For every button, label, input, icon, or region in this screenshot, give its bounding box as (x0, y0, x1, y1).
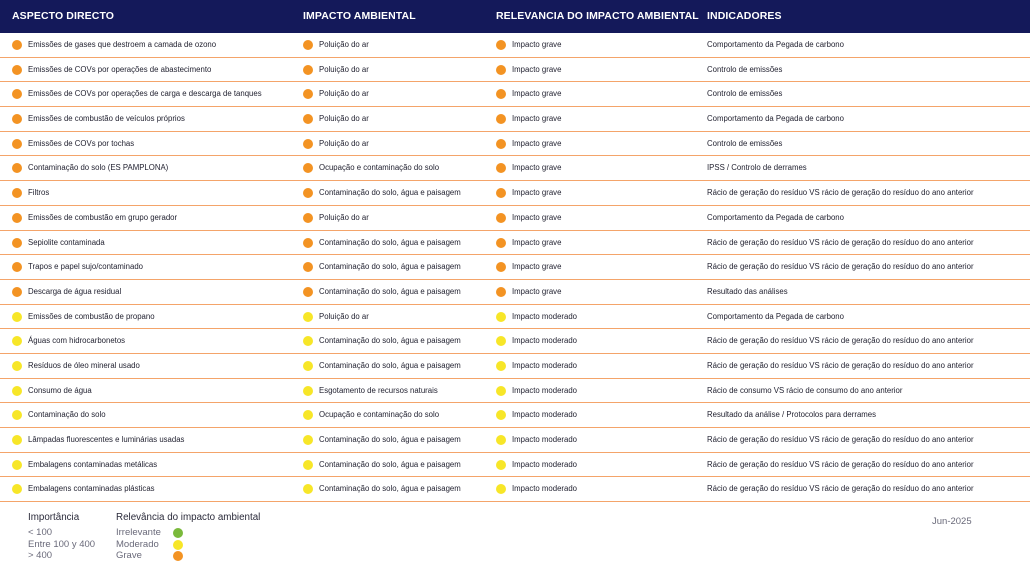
aspect-cell-text: Sepiolite contaminada (28, 237, 105, 247)
relevance-cell-text: Impacto grave (512, 262, 562, 272)
aspect-cell-text: Contaminação do solo (28, 410, 106, 420)
header-impacto-ambiental: IMPACTO AMBIENTAL (303, 10, 416, 22)
aspect-cell-text: Lâmpadas fluorescentes e luminárias usadas (28, 435, 185, 444)
aspect-cell-text: Resíduos de óleo mineral usado (28, 360, 140, 370)
indicator-cell-text: Resultado da análise / Protocolos para derrames (707, 410, 877, 420)
table-row (0, 132, 1030, 157)
grave-dot-icon (303, 139, 313, 149)
grave-dot-icon (12, 262, 22, 272)
table-row (0, 305, 1030, 330)
impact-cell-text: Contaminação do solo, água e paisagem (319, 484, 461, 494)
impact-cell-text: Contaminação do solo, água e paisagem (319, 336, 461, 346)
report-date: Jun-2025 (932, 516, 972, 527)
moderado-dot-icon (12, 312, 22, 322)
importance-item: < 100 (28, 527, 53, 538)
grave-dot-icon (303, 287, 313, 297)
importance-legend (28, 512, 95, 562)
moderado-dot-icon (496, 336, 506, 346)
grave-dot-icon (303, 213, 313, 223)
grave-dot-icon (496, 213, 506, 223)
grave-dot-icon (12, 163, 22, 173)
relevance-cell-text: Impacto grave (512, 212, 562, 222)
grave-dot-icon (496, 89, 506, 99)
moderado-dot-icon (496, 386, 506, 396)
indicator-cell-text: Comportamento da Pegada de carbono (707, 212, 844, 222)
table-row (0, 206, 1030, 231)
table-row (0, 156, 1030, 181)
indicator-cell-text: Resultado das análises (707, 286, 788, 296)
grave-dot-icon (303, 188, 313, 198)
grave-dot-icon (496, 188, 506, 198)
indicator-cell-text: Comportamento da Pegada de carbono (707, 40, 844, 49)
indicator-cell-text: Controlo de emissões (707, 138, 783, 148)
grave-dot-icon (496, 139, 506, 149)
relevance-legend (116, 512, 260, 562)
table-header (0, 0, 1030, 33)
aspect-cell-text: Emissões de combustão em grupo gerador (28, 212, 178, 222)
impact-cell-text: Ocupação e contaminação do solo (319, 410, 440, 420)
aspect-cell-text: Descarga de água residual (28, 286, 122, 296)
grave-dot-icon (12, 139, 22, 149)
moderado-dot-icon (303, 410, 313, 420)
grave-dot-icon (303, 114, 313, 124)
indicator-cell-text: Rácio de geração do resíduo VS rácio de geração do resíduo do ano anterior (707, 188, 974, 198)
moderado-dot-icon (496, 410, 506, 420)
aspect-cell-text: Consumo de água (28, 385, 92, 395)
table-body (0, 33, 1030, 502)
grave-dot-icon (303, 262, 313, 272)
aspect-cell-text: Embalagens contaminadas metálicas (28, 459, 158, 469)
aspect-cell-text: Contaminação do solo (ES PAMPLONA) (28, 163, 169, 173)
relevance-cell-text: Impacto grave (512, 286, 562, 296)
grave-dot-icon (496, 287, 506, 297)
table-row (0, 379, 1030, 404)
table-row (0, 280, 1030, 305)
indicator-cell-text: Rácio de geração do resíduo VS rácio de geração do resíduo do ano anterior (707, 459, 974, 469)
indicator-cell-text: Controlo de emissões (707, 89, 783, 99)
impact-cell-text: Contaminação do solo, água e paisagem (319, 459, 461, 469)
moderado-dot-icon (12, 460, 22, 470)
moderado-dot-icon (303, 386, 313, 396)
indicator-cell-text: Rácio de geração do resíduo VS rácio de geração do resíduo do ano anterior (707, 435, 974, 444)
relevance-cell-text: Impacto grave (512, 89, 562, 99)
grave-dot-icon (12, 188, 22, 198)
grave-dot-icon (12, 40, 22, 50)
moderado-dot-icon (173, 540, 183, 550)
relevance-item-irrelevante (116, 527, 186, 539)
aspect-cell-text: Emissões de COVs por operações de abastecimento (28, 64, 212, 74)
relevance-cell-text: Impacto grave (512, 40, 562, 49)
impact-cell-text: Contaminação do solo, água e paisagem (319, 360, 461, 370)
relevance-item-grave (116, 550, 186, 562)
moderado-dot-icon (303, 484, 313, 494)
aspect-cell-text: Águas com hidrocarbonetos (28, 336, 126, 346)
aspect-cell-text: Emissões de combustão de veículos próprios (28, 114, 185, 124)
grave-dot-icon (12, 65, 22, 75)
moderado-dot-icon (496, 484, 506, 494)
irrelevante-dot-icon (173, 528, 183, 538)
grave-dot-icon (12, 114, 22, 124)
moderado-dot-icon (496, 435, 506, 445)
impact-cell-text: Contaminação do solo, água e paisagem (319, 262, 461, 272)
grave-dot-icon (303, 238, 313, 248)
grave-dot-icon (303, 163, 313, 173)
relevance-cell-text: Impacto grave (512, 237, 562, 247)
table-row (0, 82, 1030, 107)
relevance-cell-text: Impacto moderado (512, 435, 578, 444)
relevance-cell-text: Impacto grave (512, 114, 562, 124)
grave-dot-icon (303, 65, 313, 75)
impact-cell-text: Contaminação do solo, água e paisagem (319, 188, 461, 198)
impact-cell-text: Poluição do ar (319, 64, 369, 74)
relevance-cell-text: Impacto moderado (512, 459, 578, 469)
moderado-dot-icon (12, 484, 22, 494)
moderado-dot-icon (303, 336, 313, 346)
table-row (0, 58, 1030, 83)
indicator-cell-text: Comportamento da Pegada de carbono (707, 114, 844, 124)
impact-cell-text: Contaminação do solo, água e paisagem (319, 435, 461, 444)
relevance-item-moderado (116, 539, 186, 551)
impact-cell-text: Poluição do ar (319, 138, 369, 148)
relevance-cell-text: Impacto grave (512, 138, 562, 148)
relevance-cell-text: Impacto grave (512, 64, 562, 74)
table-row (0, 428, 1030, 453)
relevance-item-label: Moderado (116, 538, 159, 550)
grave-dot-icon (496, 262, 506, 272)
importance-item: Entre 100 y 400 (28, 538, 96, 550)
grave-dot-icon (303, 40, 313, 50)
aspect-cell-text: Emissões de COVs por operações de carga e descarga de tanques (28, 89, 262, 99)
moderado-dot-icon (12, 435, 22, 445)
relevance-cell-text: Impacto moderado (512, 484, 578, 494)
moderado-dot-icon (303, 312, 313, 322)
header-relevancia: RELEVANCIA DO IMPACTO AMBIENTAL (496, 10, 699, 22)
impact-cell-text: Poluição do ar (319, 89, 369, 99)
grave-dot-icon (496, 65, 506, 75)
relevance-item-label: Grave (116, 550, 142, 561)
aspect-cell-text: Trapos e papel sujo/contaminado (28, 262, 144, 272)
impact-cell-text: Poluição do ar (319, 40, 369, 49)
aspect-cell-text: Emissões de combustão de propano (28, 311, 155, 321)
indicator-cell-text: Rácio de geração do resíduo VS rácio de geração do resíduo do ano anterior (707, 336, 974, 346)
relevance-cell-text: Impacto moderado (512, 385, 578, 395)
table-row (0, 329, 1030, 354)
impact-cell-text: Ocupação e contaminação do solo (319, 163, 440, 173)
table-row (0, 354, 1030, 379)
indicator-cell-text: Rácio de geração do resíduo VS rácio de geração do resíduo do ano anterior (707, 360, 974, 370)
relevance-cell-text: Impacto moderado (512, 311, 578, 321)
grave-dot-icon (12, 213, 22, 223)
table-row (0, 453, 1030, 478)
aspect-cell-text: Emissões de gases que destroem a camada de ozono (28, 40, 217, 49)
grave-dot-icon (12, 238, 22, 248)
header-aspecto-directo: ASPECTO DIRECTO (12, 10, 115, 22)
table-row (0, 255, 1030, 280)
importance-legend-title: Importância (28, 512, 80, 523)
moderado-dot-icon (303, 435, 313, 445)
aspect-cell-text: Embalagens contaminadas plásticas (28, 484, 155, 494)
table-row (0, 477, 1030, 502)
moderado-dot-icon (12, 336, 22, 346)
table-row (0, 403, 1030, 428)
moderado-dot-icon (12, 361, 22, 371)
relevance-cell-text: Impacto grave (512, 188, 562, 198)
impact-cell-text: Poluição do ar (319, 114, 369, 124)
relevance-cell-text: Impacto moderado (512, 360, 578, 370)
table-row (0, 231, 1030, 256)
grave-dot-icon (12, 287, 22, 297)
indicator-cell-text: Rácio de geração do resíduo VS rácio de geração do resíduo do ano anterior (707, 237, 974, 247)
relevance-cell-text: Impacto moderado (512, 410, 578, 420)
header-indicadores: INDICADORES (707, 10, 782, 22)
indicator-cell-text: Comportamento da Pegada de carbono (707, 311, 844, 321)
moderado-dot-icon (12, 410, 22, 420)
grave-dot-icon (303, 89, 313, 99)
table-row (0, 181, 1030, 206)
relevance-cell-text: Impacto moderado (512, 336, 578, 346)
relevance-item-label: Irrelevante (116, 527, 161, 538)
impact-cell-text: Esgotamento de recursos naturais (319, 385, 438, 395)
impact-cell-text: Poluição do ar (319, 212, 369, 222)
importance-item: > 400 (28, 550, 53, 561)
relevance-legend-title: Relevância do impacto ambiental (116, 512, 261, 523)
indicator-cell-text: Rácio de geração do resíduo VS rácio de geração do resíduo do ano anterior (707, 484, 974, 494)
impact-cell-text: Poluição do ar (319, 311, 369, 321)
grave-dot-icon (496, 114, 506, 124)
table-row (0, 107, 1030, 132)
moderado-dot-icon (303, 460, 313, 470)
impact-cell-text: Contaminação do solo, água e paisagem (319, 237, 461, 247)
aspect-cell-text: Emissões de COVs por tochas (28, 138, 135, 148)
grave-dot-icon (496, 163, 506, 173)
impact-cell-text: Contaminação do solo, água e paisagem (319, 286, 461, 296)
moderado-dot-icon (496, 460, 506, 470)
grave-dot-icon (12, 89, 22, 99)
indicator-cell-text: IPSS / Controlo de derrames (707, 163, 807, 173)
moderado-dot-icon (303, 361, 313, 371)
moderado-dot-icon (496, 312, 506, 322)
indicator-cell-text: Controlo de emissões (707, 64, 783, 74)
grave-dot-icon (496, 238, 506, 248)
indicator-cell-text: Rácio de consumo VS rácio de consumo do ano anterior (707, 385, 903, 395)
moderado-dot-icon (496, 361, 506, 371)
aspect-cell-text: Filtros (28, 188, 50, 198)
table-row (0, 33, 1030, 58)
grave-dot-icon (173, 551, 183, 561)
relevance-cell-text: Impacto grave (512, 163, 562, 173)
indicator-cell-text: Rácio de geração do resíduo VS rácio de geração do resíduo do ano anterior (707, 262, 974, 272)
grave-dot-icon (496, 40, 506, 50)
moderado-dot-icon (12, 386, 22, 396)
